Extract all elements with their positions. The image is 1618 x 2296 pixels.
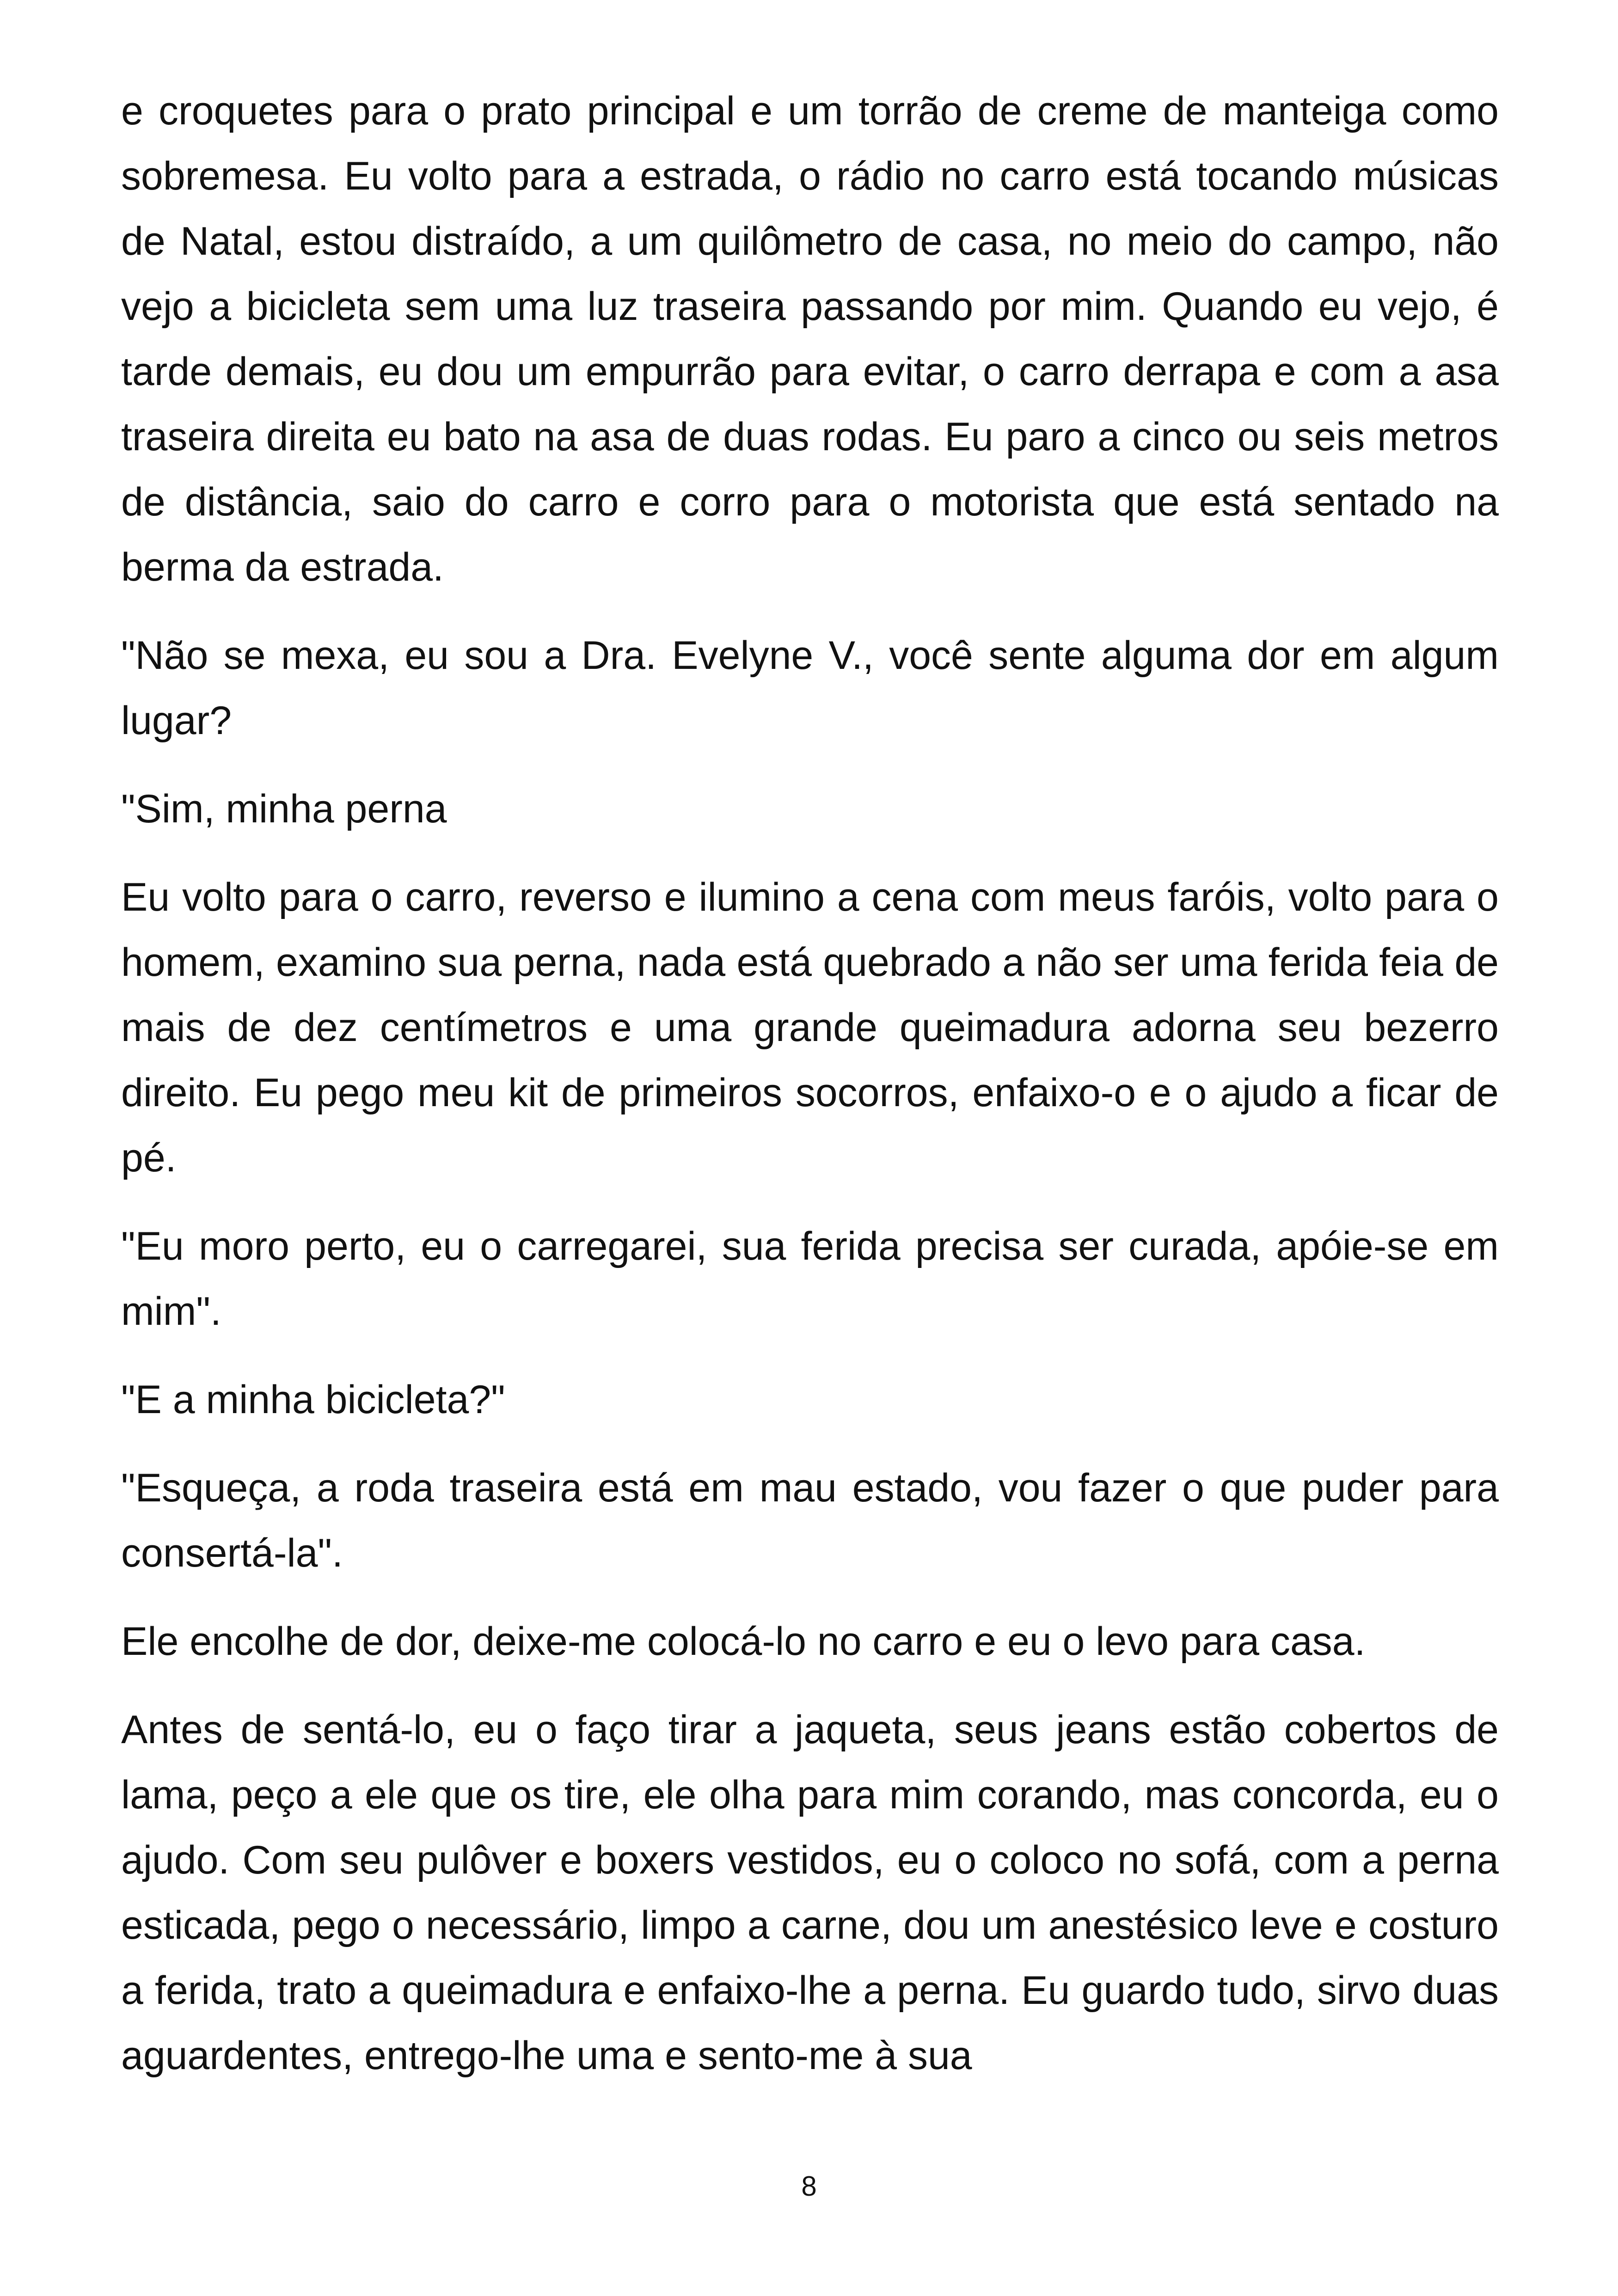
paragraph-9: Antes de sentá-lo, eu o faço tirar a jaqueta, seus jeans estão cobertos de lama, peço a ele que os tire, ele olha para mim corando, mas concorda, eu o ajudo. Com seu pulôver e boxers vestidos, eu o coloco no sofá, com a perna esticada, pego o necessário, limpo a carne, dou um anestésico leve e costuro a ferida, trato a queimadura e enfaixo-lhe a perna. Eu guardo tudo, sirvo duas aguardentes, entrego-lhe uma e sento-me à sua	[121, 1708, 1499, 2078]
paragraph-5: "Eu moro perto, eu o carregarei, sua ferida precisa ser curada, apóie-se em mim".	[121, 1224, 1499, 1334]
paragraph-7: "Esqueça, a roda traseira está em mau estado, vou fazer o que puder para consertá-la".	[121, 1466, 1499, 1575]
paragraph-1: e croquetes para o prato principal e um torrão de creme de manteiga como sobremesa. Eu volto para a estrada, o rádio no carro está tocando músicas de Natal, estou distraído, a um quilômetro de casa, no meio do campo, não vejo a bicicleta sem uma luz traseira passando por mim. Quando eu vejo, é tarde demais, eu dou um empurrão para evitar, o carro derrapa e com a asa traseira direita eu bato na asa de duas rodas. Eu paro a cinco ou seis metros de distância, saio do carro e corro para o motorista que está sentado na berma da estrada.	[121, 89, 1499, 589]
paragraph-4: Eu volto para o carro, reverso e ilumino a cena com meus faróis, volto para o homem, examino sua perna, nada está quebrado a não ser uma ferida feia de mais de dez centímetros e uma grande queimadura adorna seu bezerro direito. Eu pego meu kit de primeiros socorros, enfaixo-o e o ajudo a ficar de pé.	[121, 875, 1499, 1180]
paragraph-6: "E a minha bicicleta?"	[121, 1378, 505, 1422]
page-number: 8	[801, 2171, 817, 2202]
paragraph-8: Ele encolhe de dor, deixe-me colocá-lo no carro e eu o levo para casa.	[121, 1619, 1366, 1664]
paragraph-2: "Não se mexa, eu sou a Dra. Evelyne V., você sente alguma dor em algum lugar?	[121, 633, 1499, 743]
paragraph-3: "Sim, minha perna	[121, 787, 447, 831]
page-body	[121, 79, 1499, 2112]
